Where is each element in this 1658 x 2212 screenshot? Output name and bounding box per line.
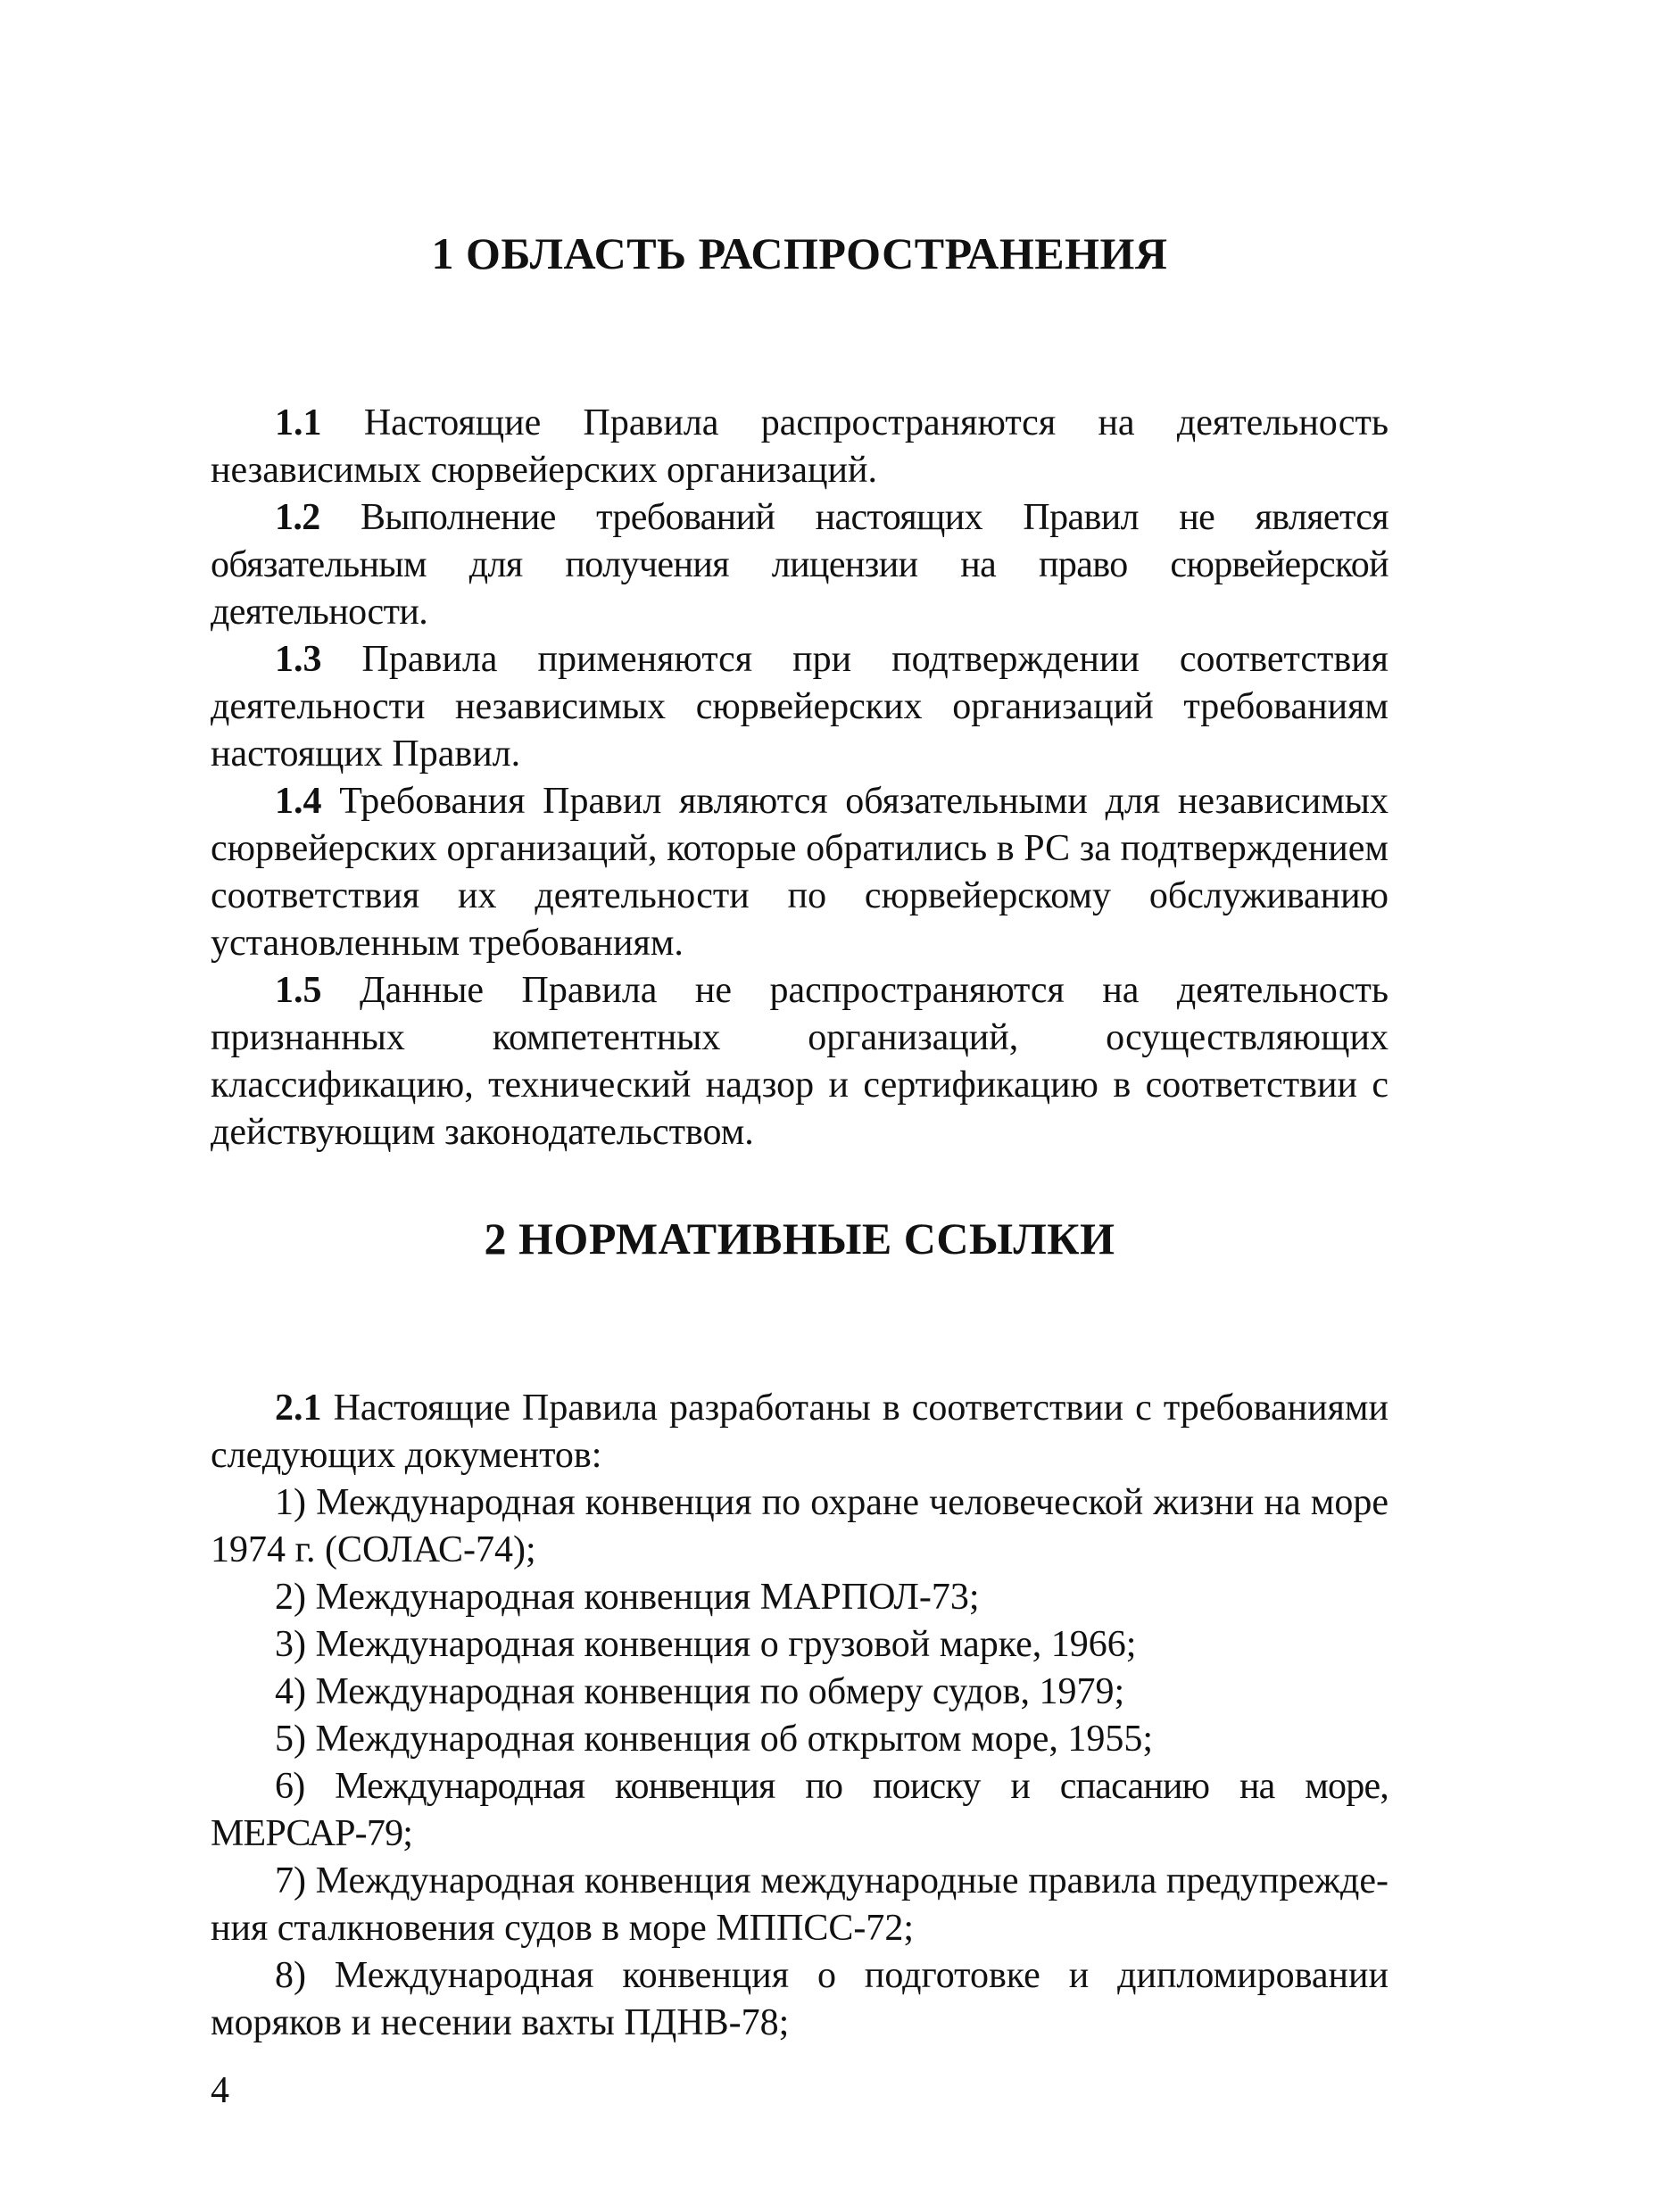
reference-item-8: 8) Международная конвенция о подготовке и дипломировании моряков и несении вахты ПДНВ-78;: [211, 1955, 1389, 2043]
section-2-heading: 2 НОРМАТИВНЫЕ ССЫЛКИ: [484, 1214, 1115, 1263]
reference-item-4: 4) Международная конвенция по обмеру судов, 1979;: [275, 1671, 1125, 1712]
clause-text: Настоящие Правила разработаны в соответствии с требованиями следующих документов:: [211, 1388, 1389, 1476]
clause-1-1: [211, 400, 1389, 494]
clause-number: 1.2: [275, 497, 320, 538]
page-number: 4: [211, 2070, 229, 2111]
clause-number: 2.1: [275, 1388, 322, 1429]
clause-1-4: [211, 778, 1389, 967]
reference-item-6: 6) Международная конвенция по поиску и спасанию на море, МЕРСАР-79;: [211, 1766, 1389, 1854]
clause-1-5: [211, 967, 1389, 1156]
section-1-heading: 1 ОБЛАСТЬ РАСПРОСТРАНЕНИЯ: [431, 228, 1168, 278]
reference-item-5: 5) Международная конвенция об открытом море, 1955;: [275, 1719, 1154, 1760]
reference-item-2: 2) Международная конвенция МАРПОЛ-73;: [275, 1577, 980, 1618]
clause-2-1: [211, 1385, 1389, 1479]
clause-text: Правила применяются при подтверждении соответствия деятельности независимых сюрвейерских организаций требованиям настоящих Правил.: [211, 639, 1389, 775]
clause-text: Настоящие Правила распространяются на деятельность независимых сюрвейерских организаций.: [211, 402, 1389, 491]
clause-1-2: [211, 494, 1389, 636]
reference-item-1: 1) Международная конвенция по охране человеческой жизни на море 1974 г. (СОЛАС-74);: [211, 1482, 1389, 1570]
clause-text: Выполнение требований настоящих Правил не является обязательным для получения лицензии на право сюрвейерской деятельности.: [211, 497, 1389, 633]
reference-item-3: 3) Международная конвенция о грузовой марке, 1966;: [275, 1624, 1137, 1665]
clause-text: Данные Правила не распространяются на деятельность признанных компетентных организаций, осуществляющих классификацию, технический надзор и сертификацию в соответствии с действующим законодательством.: [211, 970, 1389, 1153]
section-2-body: [211, 1385, 1389, 2047]
clause-number: 1.3: [275, 639, 322, 680]
clause-number: 1.1: [275, 402, 322, 443]
section-1-body: [211, 400, 1389, 1156]
reference-item-7: 7) Международная конвенция международные правила предупреждения сталкновения судов в море МППСС-72;: [211, 1860, 1389, 1949]
clause-1-3: [211, 636, 1389, 778]
clause-text: Требования Правил являются обязательными для независимых сюрвейерских организаций, которые обратились в РС за подтверждением соответствия их деятельности по сюрвейерскому обслуживанию установленным требованиям.: [211, 781, 1389, 964]
clause-number: 1.5: [275, 970, 322, 1011]
clause-number: 1.4: [275, 781, 322, 822]
